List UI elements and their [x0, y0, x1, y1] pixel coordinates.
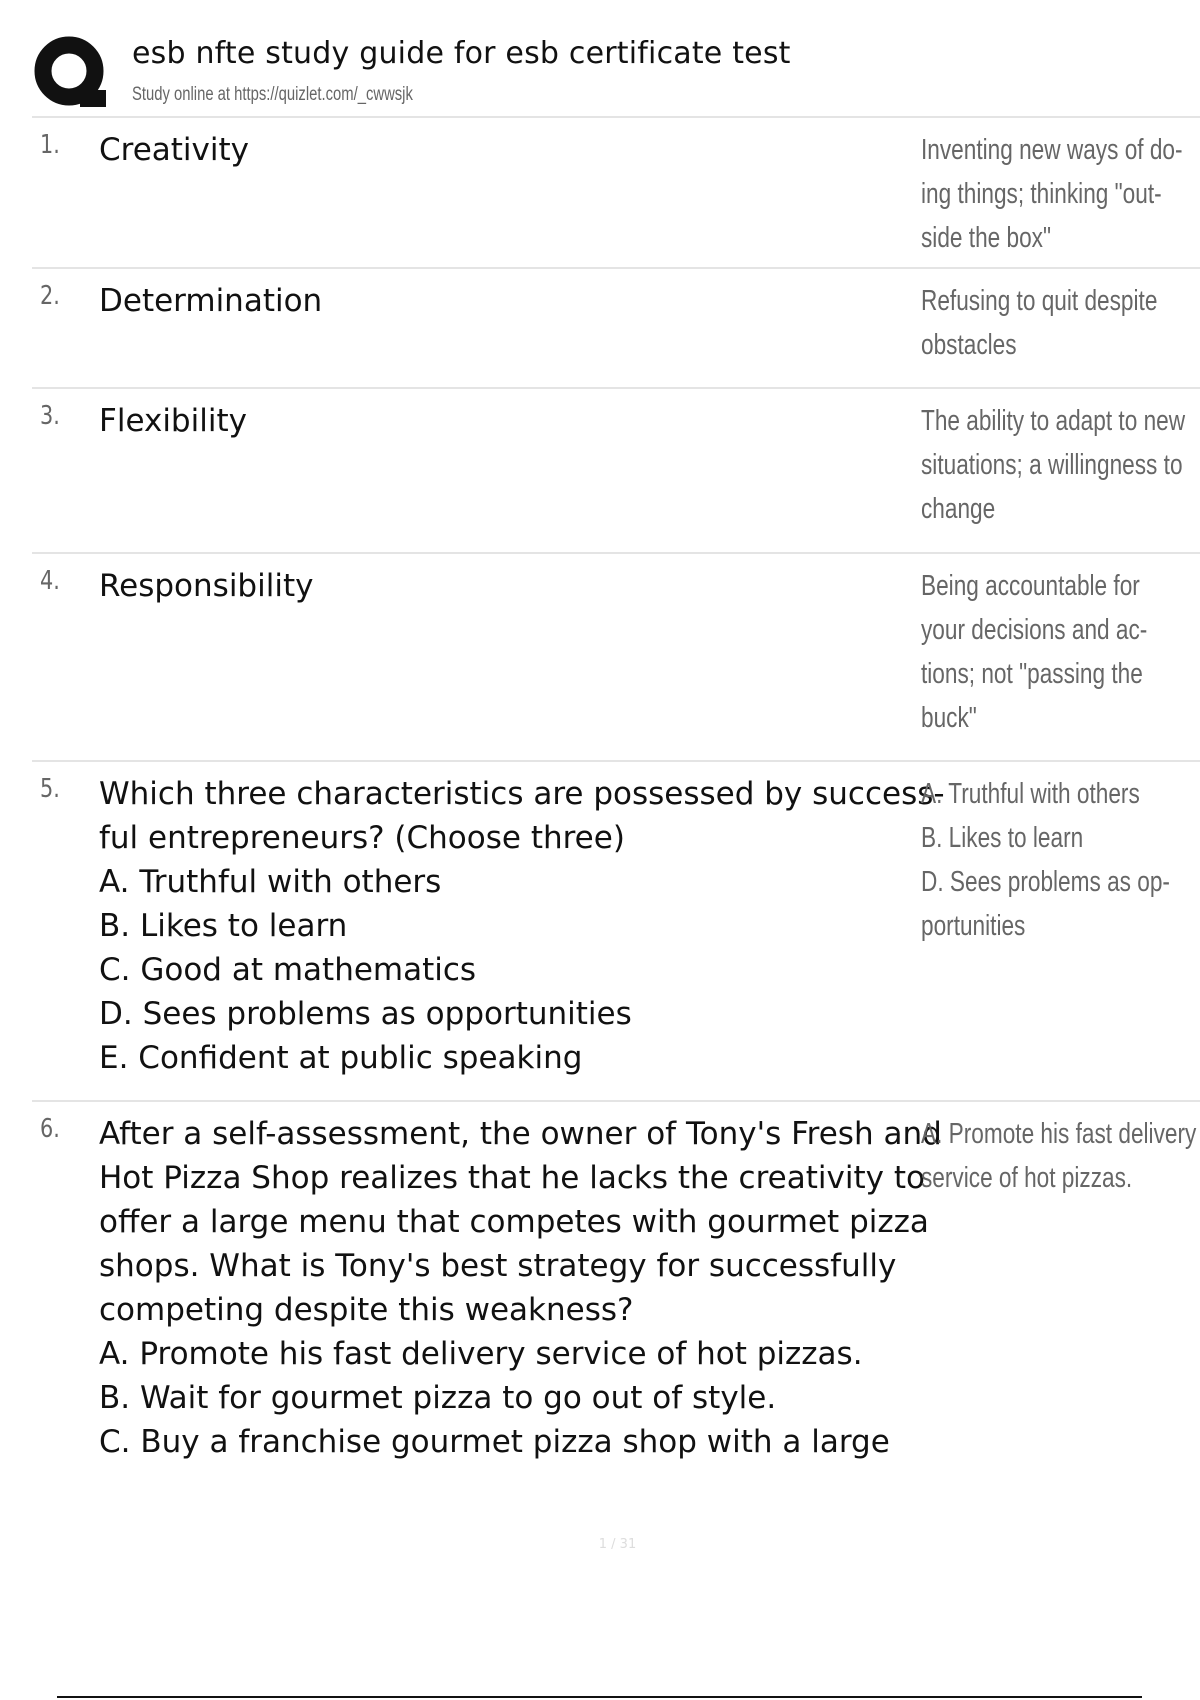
flashcard-row [32, 116, 1200, 267]
card-number: 5. [40, 774, 60, 804]
definition-line: situations; a willingness to [921, 449, 1183, 481]
term-line: Creativity [99, 132, 250, 168]
flashcard-row [32, 387, 1200, 552]
term-line: A. Promote his fast delivery service of hot pizzas. [99, 1336, 863, 1372]
term-line: shops. What is Tony's best strategy for successfully [99, 1248, 897, 1284]
card-definition [921, 772, 1200, 948]
card-definition [921, 399, 1200, 531]
document-header [32, 28, 1200, 116]
card-number: 1. [40, 130, 60, 160]
term-line: Responsibility [99, 568, 314, 604]
card-definition [921, 564, 1200, 740]
definition-line: D. Sees problems as op- [921, 866, 1170, 898]
flashcard-row [32, 552, 1200, 760]
page-number: 1 / 31 [598, 1537, 637, 1552]
term-line: offer a large menu that competes with gourmet pizza [99, 1204, 929, 1240]
card-definition [921, 279, 1200, 367]
quizlet-logo [32, 34, 112, 114]
card-definition [921, 128, 1200, 260]
term-line: competing despite this weakness? [99, 1292, 634, 1328]
card-term [99, 564, 947, 608]
term-line: Hot Pizza Shop realizes that he lacks the creativity to [99, 1160, 925, 1196]
card-term [99, 399, 947, 443]
flashcard-row [32, 267, 1200, 387]
definition-line: B. Likes to learn [921, 822, 1084, 854]
card-definition [921, 1112, 1200, 1200]
term-line: B. Likes to learn [99, 908, 348, 944]
definition-line: ing things; thinking "out- [921, 178, 1162, 210]
term-line: B. Wait for gourmet pizza to go out of style. [99, 1380, 777, 1416]
definition-line: A. Truthful with others [921, 778, 1140, 810]
study-online-link-text: Study online at https://quizlet.com/_cwwsjk [132, 84, 413, 105]
card-term [99, 1112, 947, 1464]
term-line: After a self-assessment, the owner of Tony's Fresh and [99, 1116, 942, 1152]
card-number: 6. [40, 1114, 60, 1144]
definition-line: change [921, 493, 996, 525]
definition-line: side the box" [921, 222, 1052, 254]
term-line: E. Confident at public speaking [99, 1040, 583, 1076]
card-term [99, 772, 947, 1080]
definition-line: buck" [921, 702, 977, 734]
term-line: C. Buy a franchise gourmet pizza shop with a large [99, 1424, 890, 1460]
definition-line: A. Promote his fast delivery [921, 1118, 1197, 1150]
definition-line: your decisions and ac- [921, 614, 1148, 646]
term-line: Which three characteristics are possessed by success- [99, 776, 945, 812]
card-term [99, 279, 947, 323]
flashcard-list [32, 116, 1200, 1482]
term-line: Flexibility [99, 403, 247, 439]
card-number: 3. [40, 401, 60, 431]
definition-line: tions; not "passing the [921, 658, 1143, 690]
card-term [99, 128, 947, 172]
term-line: A. Truthful with others [99, 864, 442, 900]
definition-line: Inventing new ways of do- [921, 134, 1183, 166]
definition-line: The ability to adapt to new [921, 405, 1186, 437]
term-line: Determination [99, 283, 323, 319]
flashcard-row [32, 760, 1200, 1100]
definition-line: Being accountable for [921, 570, 1140, 602]
flashcard-row [32, 1100, 1200, 1482]
page-bottom-rule [57, 1696, 1142, 1698]
term-line: C. Good at mathematics [99, 952, 477, 988]
definition-line: service of hot pizzas. [921, 1162, 1133, 1194]
definition-line: obstacles [921, 329, 1017, 361]
definition-line: Refusing to quit despite [921, 285, 1158, 317]
card-number: 4. [40, 566, 60, 596]
card-number: 2. [40, 281, 60, 311]
document-title: esb nfte study guide for esb certificate test [132, 36, 791, 71]
term-line: D. Sees problems as opportunities [99, 996, 632, 1032]
definition-line: portunities [921, 910, 1026, 942]
term-line: ful entrepreneurs? (Choose three) [99, 820, 625, 856]
